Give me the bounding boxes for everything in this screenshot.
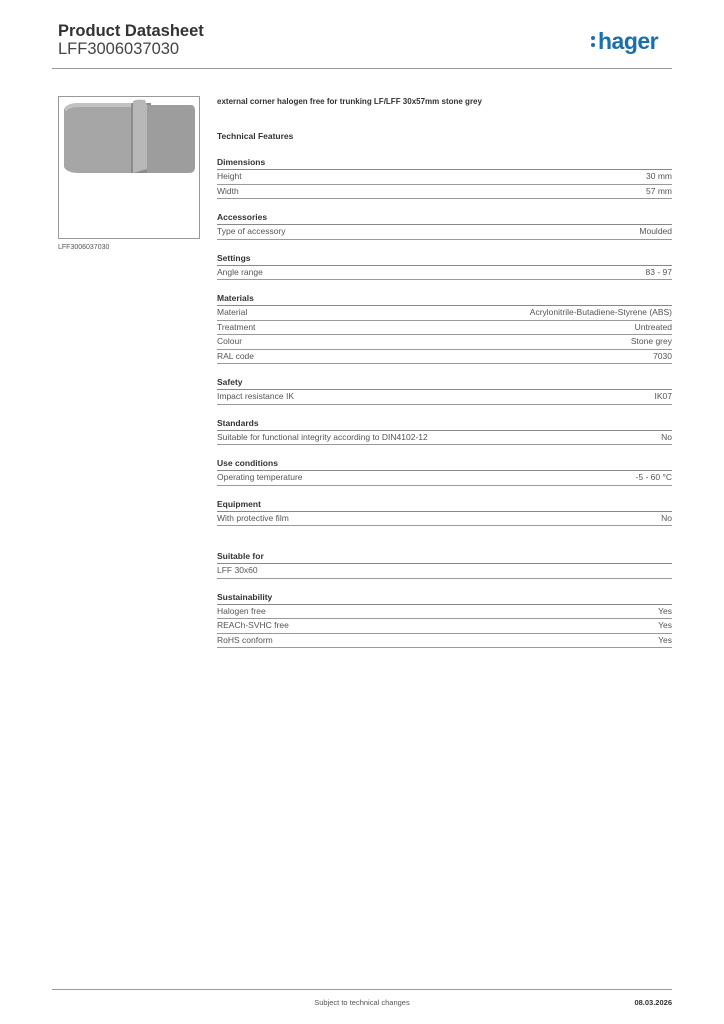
corner-piece-icon — [59, 97, 199, 238]
spec-label: RoHS conform — [217, 634, 273, 645]
footer-date: 08.03.2026 — [634, 998, 672, 1007]
spec-row — [217, 306, 672, 321]
section-equipment — [217, 498, 672, 527]
spec-row — [217, 512, 672, 527]
spec-label: Treatment — [217, 321, 256, 332]
product-image — [58, 96, 200, 239]
spec-value: Untreated — [634, 321, 672, 332]
spec-label: Colour — [217, 336, 243, 346]
spec-label: REACh-SVHC free — [217, 620, 289, 630]
spec-value: Stone grey — [630, 336, 672, 346]
spec-label: Operating temperature — [217, 472, 303, 482]
section-title: Sustainability — [217, 591, 672, 605]
spec-row — [217, 564, 672, 579]
section-materials — [217, 292, 672, 364]
spec-label: LFF 30x60 — [217, 565, 258, 575]
hager-logo — [591, 28, 658, 55]
spec-row — [217, 321, 672, 336]
spec-row — [217, 605, 672, 620]
spec-label: Impact resistance IK — [217, 391, 295, 401]
section-safety — [217, 376, 672, 405]
spec-value: Yes — [658, 620, 672, 630]
spec-row — [217, 225, 672, 240]
spec-value: Acrylonitrile-Butadiene-Styrene (ABS) — [529, 307, 672, 317]
spec-value: No — [661, 512, 672, 523]
footer-note: Subject to technical changes — [314, 998, 410, 1007]
spec-label: Width — [217, 185, 239, 196]
header-divider — [52, 68, 672, 69]
spec-value: 7030 — [653, 350, 672, 361]
spec-row — [217, 266, 672, 281]
spec-label: RAL code — [217, 350, 255, 361]
spec-row — [217, 335, 672, 350]
spec-value: Yes — [658, 605, 672, 616]
section-title: Suitable for — [217, 550, 672, 564]
spec-value: 30 mm — [646, 171, 672, 181]
spec-row — [217, 170, 672, 185]
section-title: Materials — [217, 292, 672, 306]
section-title: Equipment — [217, 498, 672, 512]
spec-value: Moulded — [639, 226, 672, 236]
section-settings — [217, 252, 672, 281]
spec-row — [217, 185, 672, 200]
spec-label: Height — [217, 171, 242, 181]
spec-row — [217, 619, 672, 634]
section-title: Dimensions — [217, 156, 672, 170]
technical-features-heading: Technical Features — [217, 131, 294, 141]
product-code: LFF3006037030 — [58, 40, 180, 58]
section-dimensions — [217, 156, 672, 199]
spec-value: Yes — [658, 634, 672, 645]
section-title: Standards — [217, 417, 672, 431]
spec-label: Material — [217, 307, 248, 317]
section-title: Safety — [217, 376, 672, 390]
section-suitable-for — [217, 550, 672, 579]
spec-value: -5 - 60 °C — [635, 472, 672, 482]
image-caption: LFF3006037030 — [58, 244, 110, 251]
spec-value: 83 - 97 — [645, 266, 672, 277]
section-use-conditions — [217, 457, 672, 486]
section-title: Settings — [217, 252, 672, 266]
page-title: Product Datasheet — [58, 22, 204, 40]
spec-label: Halogen free — [217, 605, 266, 616]
spec-row — [217, 634, 672, 649]
spec-label: Angle range — [217, 266, 263, 277]
section-sustainability — [217, 591, 672, 649]
section-title: Use conditions — [217, 457, 672, 471]
footer-divider — [52, 989, 672, 990]
technical-content — [217, 96, 672, 648]
spec-row — [217, 350, 672, 365]
spec-row — [217, 431, 672, 446]
spec-label: Suitable for functional integrity according to DIN4102-12 — [217, 431, 428, 442]
spec-row — [217, 390, 672, 405]
spec-value: IK07 — [654, 391, 672, 401]
section-accessories — [217, 211, 672, 240]
product-description: external corner halogen free for trunking LF/LFF 30x57mm stone grey — [217, 97, 482, 106]
logo-dots-icon — [591, 33, 596, 50]
spec-label: Type of accessory — [217, 226, 286, 236]
spec-label: With protective film — [217, 512, 289, 523]
spec-value: 57 mm — [646, 185, 672, 196]
spec-row — [217, 471, 672, 486]
section-standards — [217, 417, 672, 446]
logo-text: hager — [598, 28, 659, 54]
spec-value: No — [661, 431, 672, 442]
section-title: Accessories — [217, 211, 672, 225]
